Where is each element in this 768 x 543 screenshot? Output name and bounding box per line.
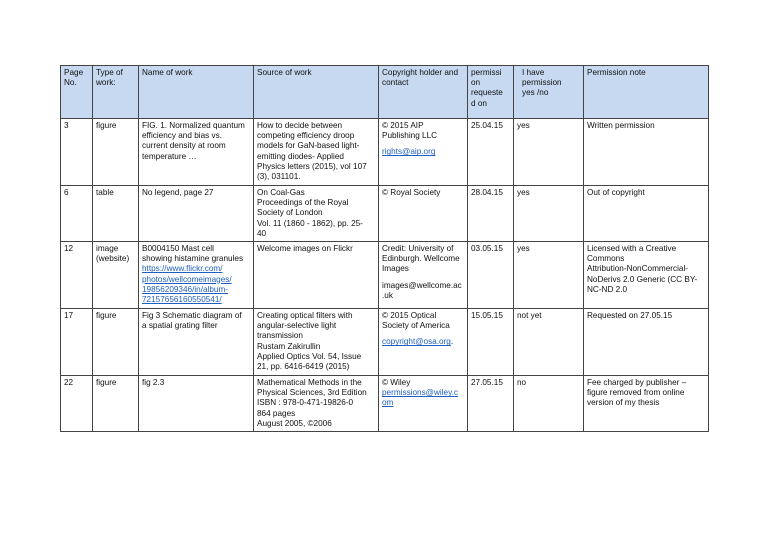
cell-requested: 25.04.15 (468, 119, 514, 186)
table-row (61, 119, 709, 186)
cell-source: Creating optical filters with angular-selective light transmission Rustam Zakirullin Applied Optics Vol. 54, Issue 21, pp. 6416-6419 (2015) (254, 309, 379, 376)
cell-page: 17 (61, 309, 93, 376)
cell-holder: © Royal Society (379, 186, 468, 242)
cell-have: yes (514, 242, 584, 309)
cell-note: Fee charged by publisher – figure removed from online version of my thesis (584, 376, 709, 432)
flickr-link[interactable]: 19856209346/in/album- (142, 284, 229, 294)
cell-requested: 15.05.15 (468, 309, 514, 376)
table-row (61, 186, 709, 242)
flickr-link[interactable]: 72157656160550541/ (142, 295, 222, 305)
cell-note: Requested on 27.05.15 (584, 309, 709, 376)
cell-holder: © 2015 Optical Society of America copyright@osa.org. (379, 309, 468, 376)
header-name: Name of work (139, 66, 254, 119)
header-page-no: Page No. (61, 66, 93, 119)
header-source: Source of work (254, 66, 379, 119)
permissions-table (60, 65, 709, 432)
cell-page: 6 (61, 186, 93, 242)
cell-type: image (website) (93, 242, 139, 309)
header-row (61, 66, 709, 119)
cell-note: Out of copyright (584, 186, 709, 242)
cell-have: yes (514, 119, 584, 186)
email-link[interactable]: copyright@osa.org (382, 337, 451, 347)
email-link[interactable]: om (382, 398, 394, 408)
cell-name: B0004150 Mast cell showing histamine granules https://www.flickr.com/ photos/wellcomeimages/ 19856209346/in/album- 72157656160550541/ (139, 242, 254, 309)
cell-page: 22 (61, 376, 93, 432)
cell-have: yes (514, 186, 584, 242)
table-row (61, 242, 709, 309)
cell-name: fig 2.3 (139, 376, 254, 432)
cell-holder: © Wiley permissions@wiley.c om (379, 376, 468, 432)
cell-name: FIG. 1. Normalized quantum efficiency and bias vs. current density at room temperature … (139, 119, 254, 186)
cell-note: Licensed with a Creative Commons Attribution-NonCommercial- NoDerivs 2.0 Generic (CC BY- NC-ND 2.0 (584, 242, 709, 309)
cell-requested: 03.05.15 (468, 242, 514, 309)
flickr-link[interactable]: https://www.flickr.com/ (142, 264, 223, 274)
cell-requested: 28.04.15 (468, 186, 514, 242)
cell-holder: Credit: University of Edinburgh. Wellcome Images images@wellcome.ac .uk (379, 242, 468, 309)
email-link[interactable]: rights@aip.org (382, 147, 436, 157)
header-requested: permissi on requeste d on (468, 66, 514, 119)
header-have-permission: I have permission yes /no (514, 66, 584, 119)
table-row (61, 309, 709, 376)
email-link[interactable]: permissions@wiley.c (382, 388, 458, 398)
cell-type: table (93, 186, 139, 242)
header-holder: Copyright holder and contact (379, 66, 468, 119)
cell-type: figure (93, 309, 139, 376)
cell-type: figure (93, 119, 139, 186)
cell-have: no (514, 376, 584, 432)
cell-requested: 27.05.15 (468, 376, 514, 432)
header-type: Type of work: (93, 66, 139, 119)
header-note: Permission note (584, 66, 709, 119)
cell-page: 3 (61, 119, 93, 186)
cell-have: not yet (514, 309, 584, 376)
cell-source: How to decide between competing efficiency droop models for GaN-based light- emitting diodes- Applied Physics letters (2015), vol 107 (3), 031101. (254, 119, 379, 186)
cell-type: figure (93, 376, 139, 432)
cell-name: No legend, page 27 (139, 186, 254, 242)
cell-source: Welcome images on Flickr (254, 242, 379, 309)
cell-source: On Coal-Gas Proceedings of the Royal Society of London Vol. 11 (1860 - 1862), pp. 25- 40 (254, 186, 379, 242)
table-row (61, 376, 709, 432)
cell-holder: © 2015 AIP Publishing LLC rights@aip.org (379, 119, 468, 186)
cell-source: Mathematical Methods in the Physical Sciences, 3rd Edition ISBN : 978-0-471-19826-0 864 pages August 2005, ©2006 (254, 376, 379, 432)
flickr-link[interactable]: photos/wellcomeimages/ (142, 274, 232, 284)
cell-note: Written permission (584, 119, 709, 186)
cell-name: Fig 3 Schematic diagram of a spatial grating filter (139, 309, 254, 376)
cell-page: 12 (61, 242, 93, 309)
